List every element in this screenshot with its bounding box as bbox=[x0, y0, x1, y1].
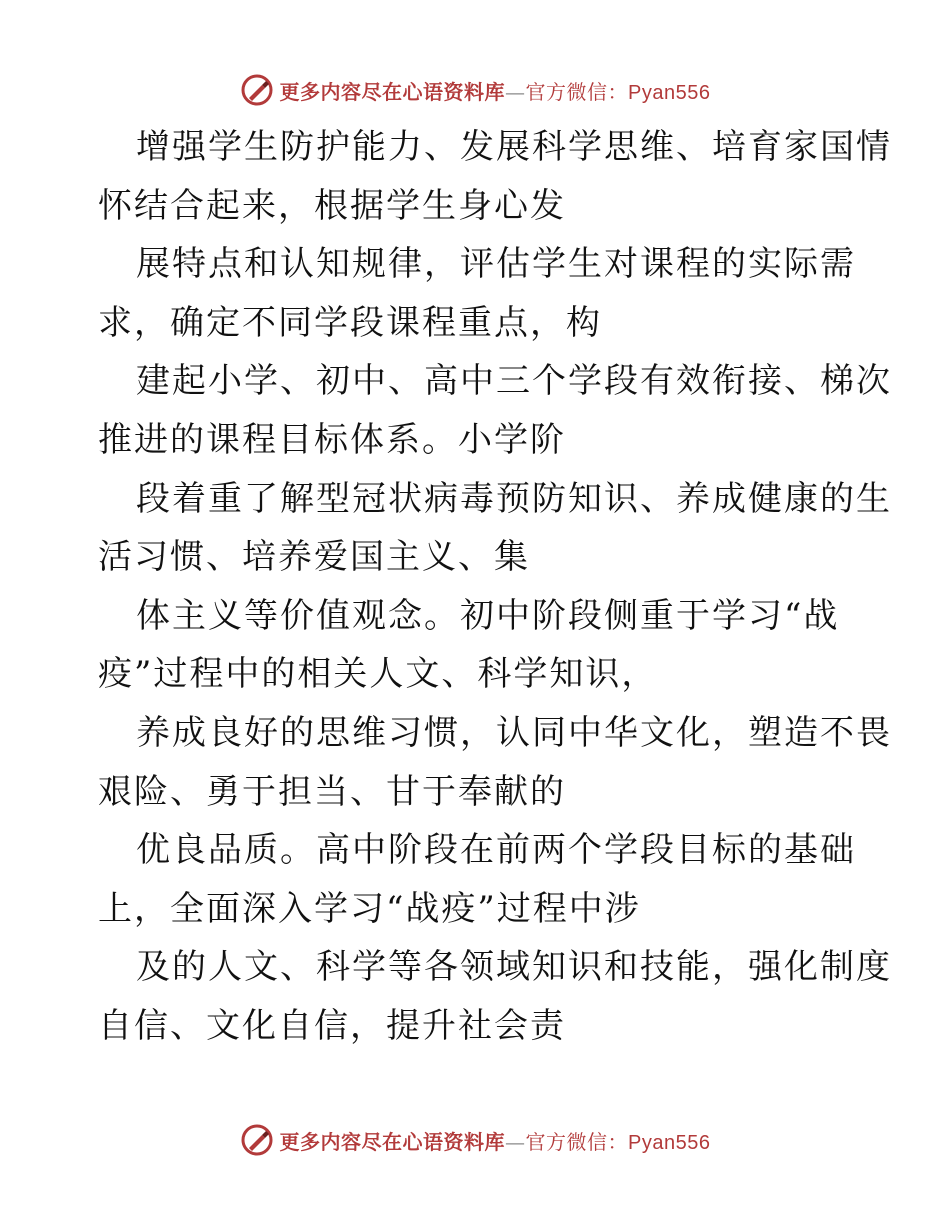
footer-wechat: 官方微信：Pyan556 bbox=[525, 1131, 711, 1154]
header-banner-label: 更多内容尽在心语资料库 bbox=[279, 79, 506, 104]
body-line: 活习惯、培养爱国主义、集 bbox=[98, 537, 530, 578]
body-line: 艰险、勇于担当、甘于奉献的 bbox=[98, 771, 566, 812]
body-line: 展特点和认知规律，评估学生对课程的实际需 bbox=[136, 244, 856, 285]
body-line: 优良品质。高中阶段在前两个学段目标的基础 bbox=[136, 830, 856, 871]
footer-separator: — bbox=[505, 1129, 526, 1154]
header-banner bbox=[0, 70, 950, 110]
document-body bbox=[98, 118, 892, 1056]
body-line: 建起小学、初中、高中三个学段有效衔接、梯次 bbox=[136, 361, 892, 402]
body-line: 段着重了解型冠状病毒预防知识、养成健康的生 bbox=[136, 478, 892, 519]
body-line: 体主义等价值观念。初中阶段侧重于学习“战 bbox=[136, 595, 840, 636]
body-line: 推进的课程目标体系。小学阶 bbox=[98, 419, 566, 460]
footer-banner-text bbox=[280, 1126, 711, 1155]
body-line: 增强学生防护能力、发展科学思维、培育家国情 bbox=[136, 127, 892, 167]
header-wechat: 官方微信：Pyan556 bbox=[525, 81, 711, 104]
pen-logo-icon bbox=[240, 1123, 274, 1157]
header-banner-text bbox=[280, 76, 711, 105]
body-line: 疫”过程中的相关人文、科学知识， bbox=[98, 654, 658, 695]
footer-banner-label: 更多内容尽在心语资料库 bbox=[279, 1129, 506, 1154]
body-line: 怀结合起来，根据学生身心发 bbox=[98, 185, 566, 226]
body-line: 求，确定不同学段课程重点，构 bbox=[98, 302, 602, 343]
body-line: 及的人文、科学等各领域知识和技能，强化制度 bbox=[136, 947, 892, 988]
pen-logo-icon bbox=[240, 73, 274, 107]
body-line: 上，全面深入学习“战疫”过程中涉 bbox=[98, 888, 641, 929]
body-line: 养成良好的思维习惯，认同中华文化，塑造不畏 bbox=[136, 712, 892, 753]
header-separator: — bbox=[505, 79, 526, 104]
footer-banner bbox=[0, 1120, 950, 1160]
body-line: 自信、文化自信，提升社会责 bbox=[98, 1005, 566, 1046]
